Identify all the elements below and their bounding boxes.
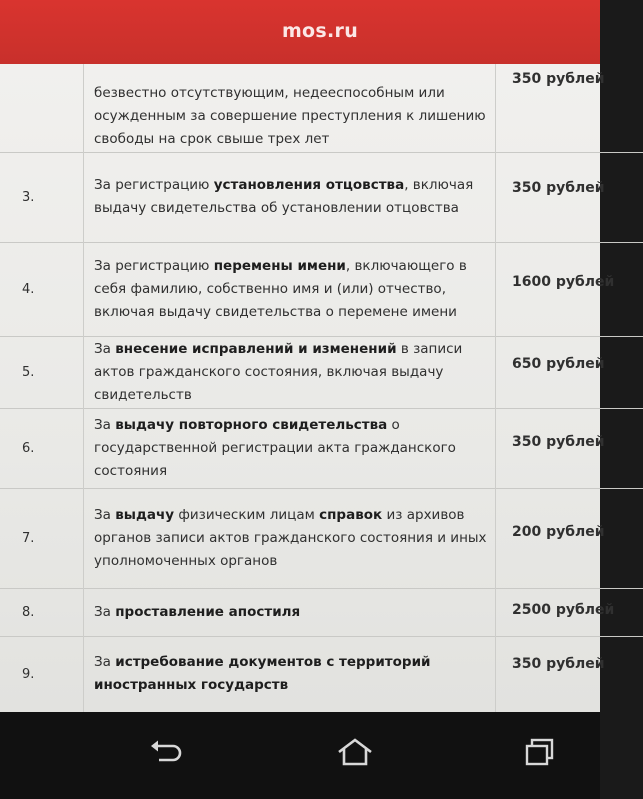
recents-icon[interactable] [518,732,562,772]
service-highlight: истребование документов с территорий иностранных государств [94,654,431,694]
table-row [0,488,643,588]
fee-amount: 2500 рублей [496,588,643,636]
fee-amount: 1600 рублей [496,242,643,336]
table-row [0,588,643,636]
service-highlight: справок [319,506,383,523]
row-number: 7. [0,488,84,588]
service-description [84,408,496,488]
fee-amount: 350 рублей [512,71,605,87]
service-description [84,636,496,712]
service-description [84,336,496,408]
table-row [0,242,643,336]
row-number: 5. [0,336,84,408]
service-text: За [94,506,116,523]
row-number: 3. [0,152,84,242]
fee-amount: 350 рублей [496,636,643,712]
fee-amount: 650 рублей [496,336,643,408]
service-highlight: внесение исправлений и изменений [115,340,397,357]
service-highlight: перемены имени [213,257,346,274]
service-text: о государственной регистрации акта гражданского состояния [94,416,456,479]
table-row [0,64,643,152]
service-text: За [94,416,116,433]
service-highlight: выдачу повторного свидетельства [115,416,388,433]
row-number: 9. [0,636,84,712]
home-icon[interactable] [333,732,377,772]
row-number: 8. [0,588,84,636]
service-text: , включающего в себя фамилию, собственно имя и (или) отчество, включая выдачу свидетельства о перемене имени [94,257,467,320]
row-number: 4. [0,242,84,336]
service-highlight: проставление апостиля [115,603,301,620]
service-text: За [94,654,116,671]
android-navigation-bar [0,712,600,799]
site-header [0,0,600,64]
row-number [0,64,84,152]
service-description [84,242,496,336]
service-highlight: выдачу [115,506,175,523]
service-text: из архивов органов записи актов гражданского состояния и иных уполномоченных органов [94,506,487,569]
row-number: 6. [0,408,84,488]
service-text: За регистрацию [94,257,214,274]
service-text: За регистрацию [94,177,214,193]
fee-amount: 200 рублей [496,488,643,588]
back-icon[interactable] [143,732,187,772]
table-row [0,336,643,408]
service-text: , включая выдачу свидетельства об установлении отцовства [94,177,474,216]
table-row [0,636,643,712]
fees-table-container[interactable] [0,64,615,712]
fees-table [0,64,643,712]
service-highlight: установления отцовства [213,177,405,193]
service-description [84,152,496,242]
service-text: физическим лицам [174,506,320,523]
service-text: За [94,603,116,620]
service-description [84,588,496,636]
service-text: За [94,340,116,357]
fee-amount: 350 рублей [496,152,643,242]
table-row [0,152,643,242]
site-logo[interactable]: mos.ru [281,20,359,42]
service-description [84,64,496,152]
table-row [0,408,643,488]
fee-amount: 350 рублей [496,408,643,488]
service-description [84,488,496,588]
service-text: безвестно отсутствующим, недееспособным или осужденным за совершение преступления к лишению свободы на срок свыше трех лет [94,84,486,147]
service-text: в записи актов гражданского состояния, включая выдачу свидетельств [94,340,463,403]
